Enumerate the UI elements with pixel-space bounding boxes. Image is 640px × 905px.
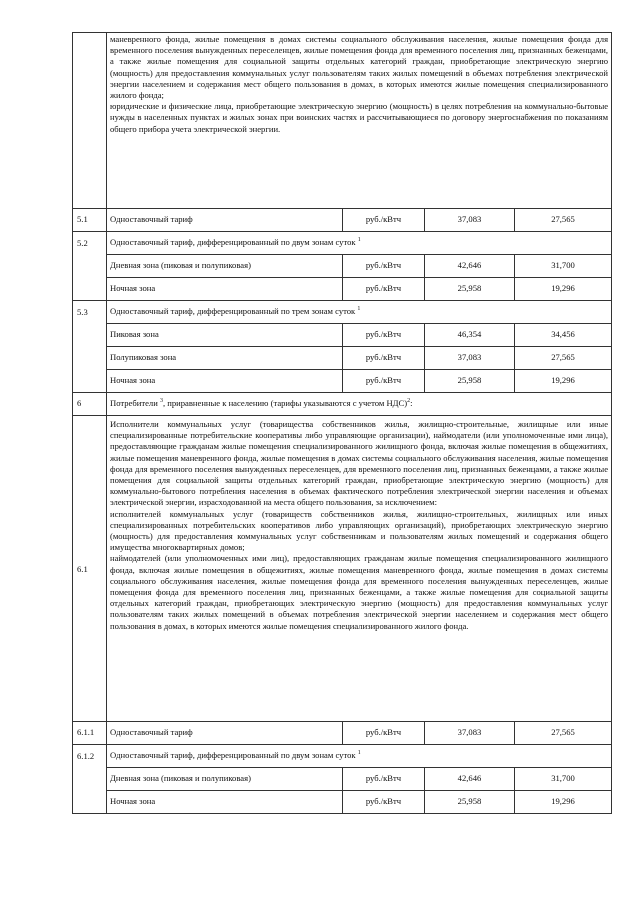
- table-row: [73, 301, 612, 324]
- value-cell-1: 25,958: [425, 278, 515, 301]
- table-row: [73, 33, 612, 209]
- row-label: Ночная зона: [107, 370, 343, 393]
- unit-cell: руб./кВтч: [343, 768, 425, 791]
- value-cell-1: 37,083: [425, 722, 515, 745]
- unit-cell: руб./кВтч: [343, 209, 425, 232]
- description-paragraph: маневренного фонда, жилые помещения в домах системы социального обслуживания населения, жилые помещения фонда для временного поселения вынужденных переселенцев, жилые помещения фонда для временного поселения лиц, признанных беженцами, а также жилые помещения для социальной защиты отдельных категорий граждан, приобретающие электрическую энергию (мощность) для предоставления коммунальных услуг пользователям таких жилых помещений в объемах потребления электрической энергии населением и содержания мест общего пользования в домах, в которых имеются жилые помещения специализированного жилого фонда;: [110, 34, 609, 101]
- table-row: [73, 416, 612, 722]
- description-paragraph: наймодателей (или уполномоченных ими лиц), предоставляющих гражданам жилые помещения специализированного жилищного фонда, включая жилые помещения в общежитиях, жилые помещения маневренного фонда, жилые помещения в домах системы социального обслуживания населения, жилые помещения фонда для временного поселения вынужденных переселенцев, жилые помещения фонда для временного поселения лиц, признанных беженцами, а также жилые помещения для социальной защиты отдельных категорий граждан, приобретающих электрическую энергию (мощность) для предоставления коммунальных услуг пользователям таких жилых помещений в объемах потребления электрической энергии населением и содержания мест общего пользования в домах, в которых имеются жилые помещения специализированного жилого фонда.: [110, 553, 609, 631]
- row-label: Ночная зона: [107, 791, 343, 814]
- unit-cell: руб./кВтч: [343, 791, 425, 814]
- table-row: [73, 791, 612, 814]
- row-number: 5.3: [73, 301, 107, 393]
- row-label: [107, 745, 612, 768]
- unit-cell: руб./кВтч: [343, 324, 425, 347]
- description-paragraph-centered: юридические и физические лица, приобретающие электрическую энергию (мощность) в целях потребления на коммунально-бытовые нужды в населенных пунктах и жилых зонах при воинских частях и рассчитывающиеся по договору энергоснабжения по показаниям общего прибора учета электрической энергии.: [110, 101, 609, 134]
- row-label: Дневная зона (пиковая и полупиковая): [107, 768, 343, 791]
- value-cell-2: 34,456: [515, 324, 612, 347]
- value-cell-2: 31,700: [515, 255, 612, 278]
- tariff-table: [72, 32, 612, 814]
- row-number: 5.1: [73, 209, 107, 232]
- footnote-mark: 1: [357, 237, 361, 244]
- row-label: Дневная зона (пиковая и полупиковая): [107, 255, 343, 278]
- row-label: [107, 232, 612, 255]
- row-number: 6.1.1: [73, 722, 107, 745]
- value-cell-1: 42,646: [425, 768, 515, 791]
- description-paragraph: Исполнители коммунальных услуг (товарищества собственников жилья, жилищно-строительные, жилищные или иные специализированные потребительские кооперативы либо управляющие организации), наймодатели (или уполномоченные ими лица), предоставляющие гражданам жилые помещения специализированного жилищного фонда, включая жилые помещения в общежитиях, жилые помещения маневренного фонда, жилые помещения в домах системы социального обслуживания населения, жилые помещения фонда для временного поселения вынужденных переселенцев, для временного поселения лиц, признанных беженцами, а также жилые помещения для социальной защиты отдельных категорий граждан, приобретающие электрическую энергию (мощность) для коммунально-бытового потребления населения в объемах фактического потребления электрической энергии населения и объемах электрической энергии, израсходованной на места общего пользования, за исключением:: [110, 419, 609, 508]
- unit-cell: руб./кВтч: [343, 370, 425, 393]
- row-label: Полупиковая зона: [107, 347, 343, 370]
- footnote-mark: 2: [407, 398, 411, 405]
- row-label: [107, 393, 612, 416]
- row-label-text: Одноставочный тариф, дифференцированный по трем зонам суток: [110, 306, 356, 317]
- table-row: [73, 370, 612, 393]
- footnote-mark: 1: [357, 306, 361, 313]
- row-label: Одноставочный тариф: [107, 209, 343, 232]
- row-label: Ночная зона: [107, 278, 343, 301]
- row-number-cell: [73, 33, 107, 209]
- value-cell-2: 19,296: [515, 278, 612, 301]
- table-row: [73, 347, 612, 370]
- description-cell: [107, 33, 612, 209]
- row-number: 6: [73, 393, 107, 416]
- row-number: 6.1.2: [73, 745, 107, 814]
- value-cell-2: 27,565: [515, 347, 612, 370]
- row-label-text: :: [410, 398, 413, 409]
- description-paragraph: исполнителей коммунальных услуг (товариществ собственников жилья, жилищно-строительных, жилищных или иных специализированных потребительских кооперативов либо управляющих организаций), приобретающих электрическую энергию (мощность) для предоставления коммунальных услуг собственникам и пользователям жилых помещений и содержания общего имущества многоквартирных домов;: [110, 508, 609, 553]
- unit-cell: руб./кВтч: [343, 347, 425, 370]
- value-cell-1: 25,958: [425, 791, 515, 814]
- footnote-mark: 3: [159, 398, 163, 405]
- table-row: [73, 745, 612, 768]
- row-label-text: , приравненные к населению (тарифы указываются с учетом НДС): [162, 398, 408, 409]
- unit-cell: руб./кВтч: [343, 722, 425, 745]
- value-cell-1: 37,083: [425, 209, 515, 232]
- value-cell-1: 42,646: [425, 255, 515, 278]
- row-label-text: Одноставочный тариф, дифференцированный по двум зонам суток: [110, 750, 356, 761]
- unit-cell: руб./кВтч: [343, 278, 425, 301]
- value-cell-1: 37,083: [425, 347, 515, 370]
- row-label-text: Потребители: [110, 398, 158, 409]
- row-number: 6.1: [73, 416, 107, 722]
- row-number: 5.2: [73, 232, 107, 301]
- value-cell-1: 46,354: [425, 324, 515, 347]
- table-row: [73, 209, 612, 232]
- footnote-mark: 1: [357, 750, 361, 757]
- row-label-text: Одноставочный тариф, дифференцированный по двум зонам суток: [110, 237, 356, 248]
- value-cell-1: 25,958: [425, 370, 515, 393]
- table-row: [73, 768, 612, 791]
- table-row: [73, 324, 612, 347]
- tariff-document-page: [72, 32, 611, 814]
- value-cell-2: 27,565: [515, 722, 612, 745]
- table-row: [73, 393, 612, 416]
- table-row: [73, 278, 612, 301]
- value-cell-2: 19,296: [515, 370, 612, 393]
- value-cell-2: 31,700: [515, 768, 612, 791]
- table-row: [73, 232, 612, 255]
- row-label: Одноставочный тариф: [107, 722, 343, 745]
- row-label: Пиковая зона: [107, 324, 343, 347]
- row-label: [107, 301, 612, 324]
- table-row: [73, 255, 612, 278]
- unit-cell: руб./кВтч: [343, 255, 425, 278]
- value-cell-2: 19,296: [515, 791, 612, 814]
- table-row: [73, 722, 612, 745]
- value-cell-2: 27,565: [515, 209, 612, 232]
- description-cell: [107, 416, 612, 722]
